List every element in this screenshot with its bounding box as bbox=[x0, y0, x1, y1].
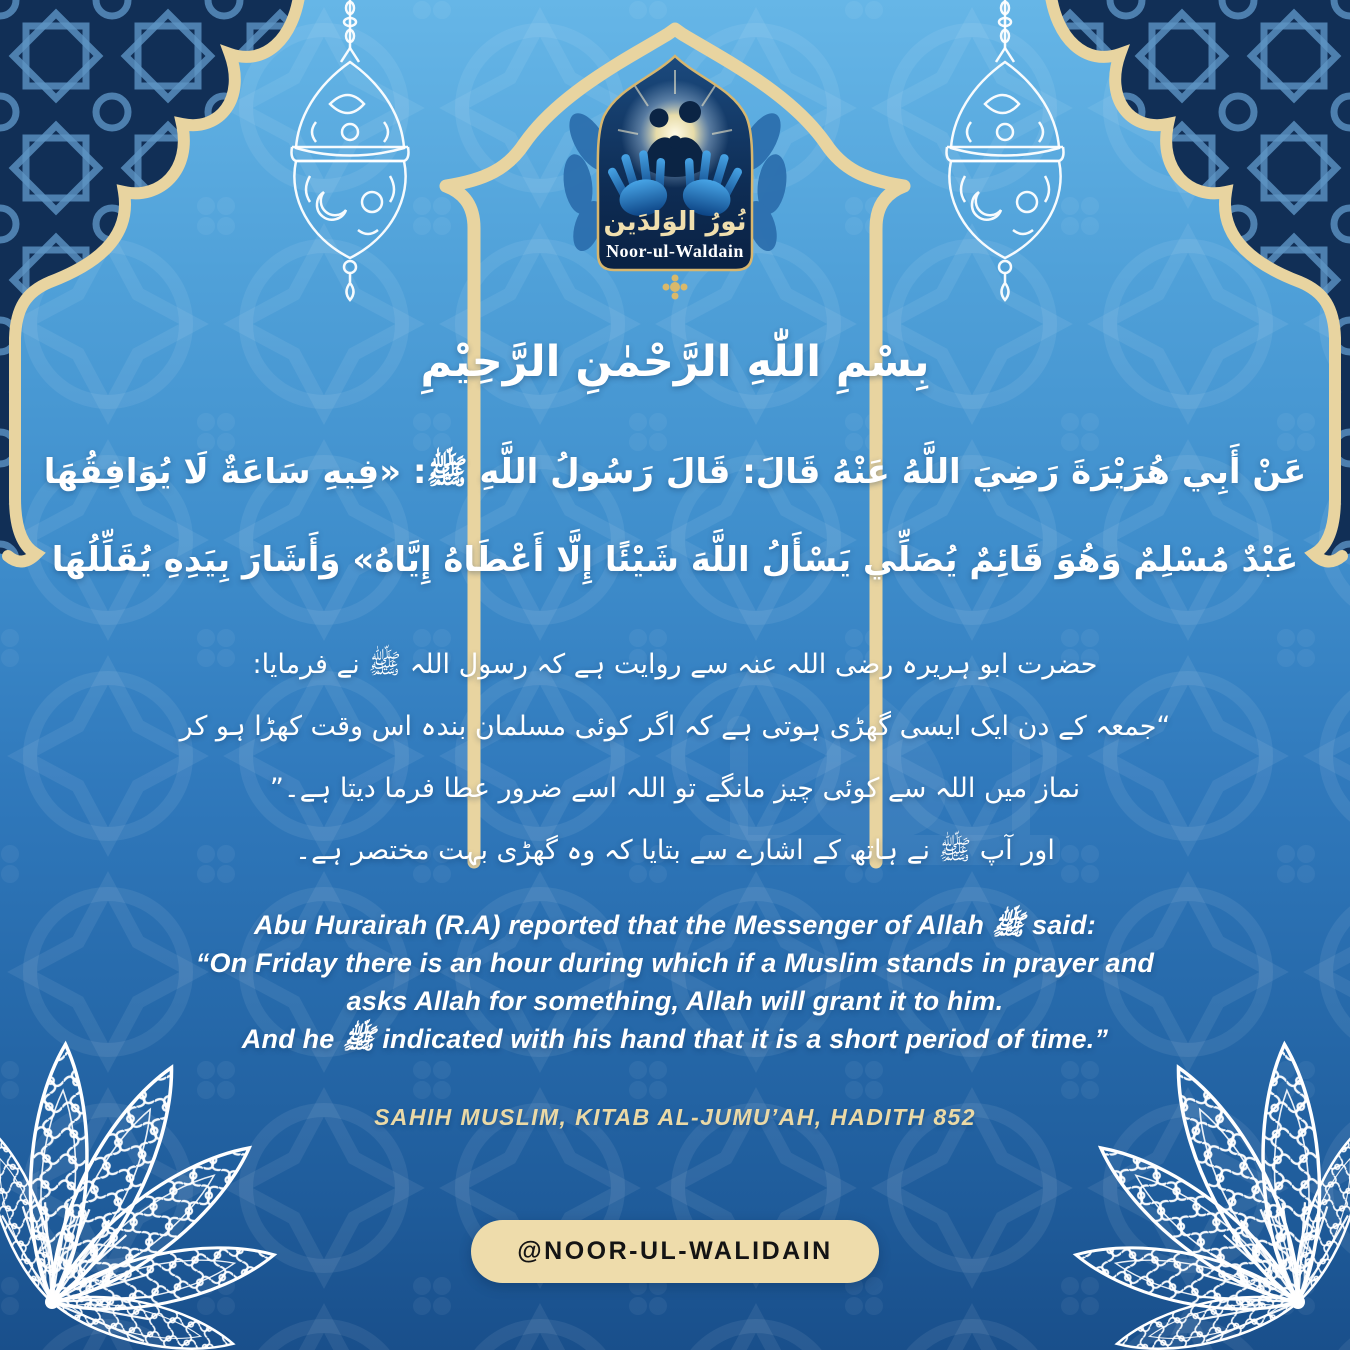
social-handle-badge: @NOOR-UL-WALIDAIN bbox=[471, 1220, 878, 1283]
logo-english-title: Noor-ul-Waldain bbox=[606, 241, 744, 261]
hadith-arabic-line-2: عَبْدٌ مُسْلِمٌ وَهُوَ قَائِمٌ يُصَلِّي يَسْأَلُ اللَّهَ شَيْئًا إِلَّا أَعْطَاهُ إِيَّاهُ» وَأَشَارَ بِيَدِهِ يُقَلِّلُهَا bbox=[51, 540, 1299, 580]
hadith-urdu-line-4: اور آپ ﷺ نے ہاتھ کے اشارے سے بتایا کہ وہ گھڑی بہت مختصر ہے۔ bbox=[295, 835, 1055, 866]
source-citation: SAHIH MUSLIM, KITAB AL-JUMU’AH, HADITH 852 bbox=[374, 1104, 976, 1130]
bismillah-calligraphy: بِسْمِ اللّٰهِ الرَّحْمٰنِ الرَّحِيْمِ bbox=[420, 337, 930, 387]
hadith-english-text bbox=[0, 906, 1350, 1058]
hadith-english-line-1: Abu Hurairah (R.A) reported that the Messenger of Allah ﷺ said: bbox=[254, 910, 1096, 940]
hadith-english-line-2: “On Friday there is an hour during which if a Muslim stands in prayer and bbox=[195, 948, 1155, 978]
hadith-urdu-line-1: حضرت ابو ہریرہ رضی اللہ عنہ سے روایت ہے کہ رسول اللہ ﷺ نے فرمایا: bbox=[252, 649, 1098, 680]
logo-arabic-title: نُورُ الوَلدَين bbox=[603, 207, 747, 237]
hadith-arabic-line-1: عَنْ أَبِي هُرَيْرَةَ رَضِيَ اللَّهُ عَنْهُ قَالَ: قَالَ رَسُولُ اللَّهِ ﷺ: «فِيهِ سَاعَةٌ لَا يُوَافِقُهَا bbox=[43, 452, 1307, 492]
hadith-urdu-text bbox=[0, 634, 1350, 882]
hadith-english-line-3: asks Allah for something, Allah will grant it to him. bbox=[346, 986, 1004, 1016]
hadith-urdu-line-3: نماز میں اللہ سے کوئی چیز مانگے تو اللہ اسے ضرور عطا فرما دیتا ہے۔” bbox=[269, 773, 1081, 804]
social-handle-badge-wrap bbox=[0, 1220, 1350, 1283]
hadith-urdu-line-2: “جمعہ کے دن ایک ایسی گھڑی ہوتی ہے کہ اگر کوئی مسلمان بندہ اس وقت کھڑا ہو کر bbox=[179, 711, 1171, 742]
hadith-arabic-text bbox=[0, 428, 1350, 604]
hadith-english-line-4: And he ﷺ indicated with his hand that it is a short period of time.” bbox=[241, 1024, 1109, 1054]
